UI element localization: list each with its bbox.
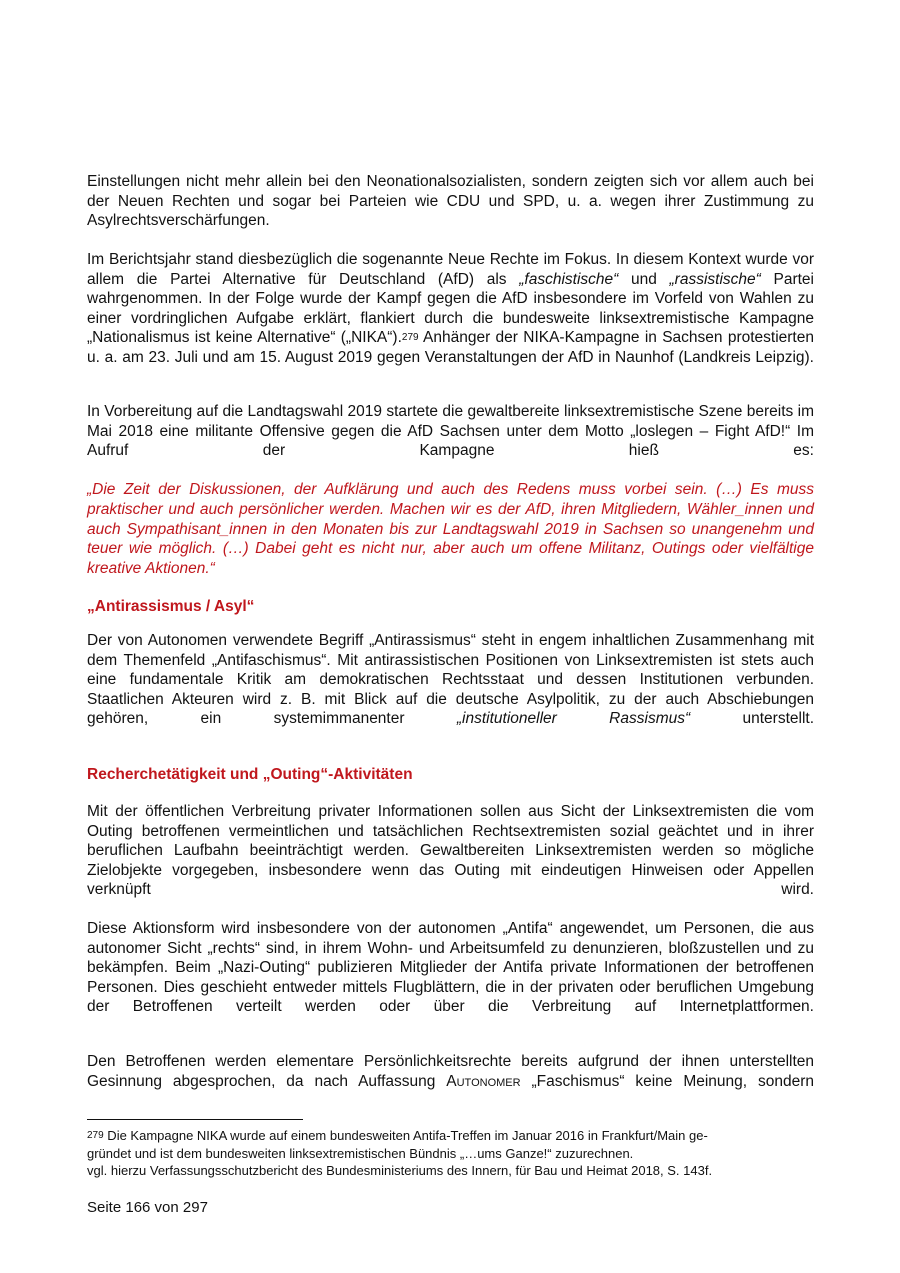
page-number: Seite 166 von 297 (87, 1199, 208, 1216)
emphasis-rassistische: „rassistische“ (669, 270, 761, 288)
footnote-divider (87, 1119, 303, 1120)
section-heading-antirassismus: „Antirassismus / Asyl“ (87, 598, 255, 615)
footnote-reference[interactable]: 279 (401, 332, 419, 344)
campaign-quote: „Die Zeit der Diskussionen, der Aufklärung und auch des Redens muss vorbei sein. (…) Es muss praktischer und auch persönlicher werden. Machen wir es der AfD, ihren Mitgliedern, Wähler_innen und auch Sympathisant_innen in den Monaten bis zur Landtagswahl 2019 in Sachsen so unangenehm und teuer wie möglich. (…) Dabei geht es nicht nur, aber auch um offene Militanz, Outings oder vielfältige kreative Aktionen.“ (87, 481, 814, 577)
section-heading-outing: Recherchetätigkeit und „Outing“-Aktivitäten (87, 766, 413, 783)
footnote-line-3: vgl. hierzu Verfassungsschutzbericht des Bundesministeriums des Innern, für Bau und Heimat 2018, S. 143f. (87, 1163, 713, 1178)
paragraph-text: Im Berichtsjahr stand diesbezüglich die sogenannte Neue Rechte im Fokus. In diesem Kontext wurde vor allem die Partei Alternative für Deutschland (AfD) als (87, 251, 814, 288)
paragraph-intro (87, 172, 814, 250)
paragraph-text: Der von Autonomen verwendete Begriff „Antirassismus“ steht in engem inhaltlichen Zusammenhang mit dem Themenfeld „Antifaschismus“. Mit antirassistischen Positionen von Linksextremisten ist stets auch eine fundamentale Kritik am demokratischen Rechtsstaat und dessen Institutionen verbunden. Staatlichen Akteuren wird z. B. mit Blick auf die deutsche Asylpolitik, zu der auch Abschiebungen gehören, ein systemimmanenter (87, 632, 814, 728)
footnote-line-2: gründet und ist dem bundesweiten linksextremistischen Bündnis „…ums Ganze!“ zuzurechnen. (87, 1145, 634, 1161)
paragraph-text: Partei wahrgenommen. In der Folge wurde der Kampf gegen die AfD insbesondere im Vorfeld von Wahlen zu einer vordringlichen Aufgabe erklärt, flankiert durch die bundesweite linksextremistische Kampagne „Nationalismus ist keine Alternative“ („NIKA“). (87, 270, 814, 347)
footnote-line-1 (87, 1127, 814, 1145)
footnote-text: Die Kampagne NIKA wurde auf einem bundesweiten Antifa-Treffen im Januar 2016 in Frankfurt/Main ge- (103, 1128, 708, 1143)
paragraph-outing-purpose: Mit der öffentlichen Verbreitung privater Informationen sollen aus Sicht der Linksextremisten die vom Outing betroffenen vermeintlichen und tatsächlichen Rechtsextremisten sozial geächtet und in ihrer beruflichen Laufbahn beeinträchtigt werden. Gewaltbereiten Linksextremisten werden so mögliche Zielobjekte vorgegeben, insbesondere wenn das Outing mit eindeutigen Hinweisen oder Appellen verknüpft wird. (87, 803, 814, 899)
paragraph-landtagswahl: In Vorbereitung auf die Landtagswahl 2019 startete die gewaltbereite linksextremistische Szene bereits im Mai 2018 eine militante Offensive gegen die AfD Sachsen unter dem Motto „loslegen – Fight AfD!“ Im Aufruf der Kampagne hieß es: (87, 403, 814, 460)
paragraph-outing-method: Diese Aktionsform wird insbesondere von der autonomen „Antifa“ angewendet, um Personen, die aus autonomer Sicht „rechts“ sind, in ihrem Wohn- und Arbeitsumfeld zu denunzieren, bloßzustellen und zu bekämpfen. Beim „Nazi-Outing“ publizieren Mitglieder der Antifa private Informationen der betroffenen Personen. Dies geschieht entweder mittels Flugblättern, die in der privaten oder beruflichen Umgebung der Betroffenen verteilt werden oder über die Verbreitung auf Internetplattformen. (87, 920, 814, 1016)
paragraph-intro-text: Einstellungen nicht mehr allein bei den Neonationalsozialisten, sondern zeigten sich vor allem auch bei der Neuen Rechten und sogar bei Parteien wie CDU und SPD, u. a. wegen ihrer Zustimmung zu Asylrechtsverschärfungen. (87, 173, 814, 230)
section-landtagswahl (87, 402, 814, 578)
paragraph-text: „Faschismus“ keine Meinung, sondern (520, 1072, 814, 1090)
small-caps-autonomer: Autonomer (446, 1072, 521, 1090)
paragraph-text: unterstellt. (690, 710, 815, 728)
footnote (87, 1127, 814, 1180)
paragraph-neue-rechte (87, 250, 814, 387)
paragraph-text: Den Betroffenen werden elementare Persönlichkeitsrechte bereits aufgrund der ihnen unterstellten Gesinnung abgesprochen, da nach Auffassung (87, 1053, 814, 1090)
emphasis-faschistische: „faschistische“ (519, 270, 619, 288)
paragraph-persoenlichkeitsrechte (87, 1052, 814, 1111)
paragraph-text: Anhänger der NIKA-Kampagne in Sachsen protestierten u. a. am 23. Juli und am 15. August 2019 gegen Veranstaltungen der AfD in Naunhof (Landkreis Leipzig). (87, 329, 814, 366)
paragraph-text: und (618, 270, 670, 288)
footnote-number: 279 (87, 1130, 104, 1141)
paragraph-antirassismus (87, 631, 814, 749)
emphasis-institutioneller-rassismus: „institutioneller Rassismus“ (456, 710, 691, 728)
